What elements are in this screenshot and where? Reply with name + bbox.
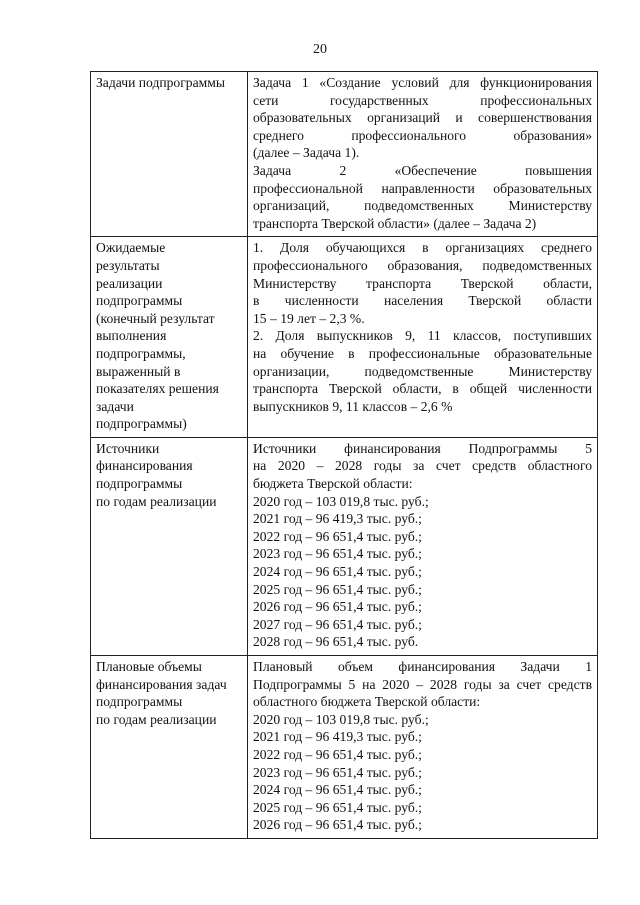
subprogram-passport-table [90, 71, 598, 839]
label-line: Задачи подпрограммы [96, 75, 225, 90]
content-line: транспорта Тверской области, в общей численности [253, 381, 592, 397]
content-line: бюджета Тверской области: [253, 476, 413, 492]
content-line: 2021 год – 96 419,3 тыс. руб.; [253, 729, 422, 745]
label-line: Источники [96, 440, 160, 456]
label-cell [91, 656, 248, 839]
content-line: 2022 год – 96 651,4 тыс. руб.; [253, 528, 422, 544]
content-line: 2020 год – 103 019,8 тыс. руб.; [253, 711, 429, 727]
row-planned-funding [91, 656, 598, 839]
content-line: 2. Доля выпускников 9, 11 классов, поступивших [253, 328, 592, 344]
content-line: 2024 год – 96 651,4 тыс. руб.; [253, 782, 422, 798]
content-line: транспорта Тверской области» (далее – Задача 2) [253, 215, 537, 231]
row-expected-results [91, 237, 598, 438]
content-line: 1. Доля обучающихся в организациях среднего [253, 240, 592, 256]
content-line: 2027 год – 96 651,4 тыс. руб.; [253, 616, 422, 632]
content-line: профессиональной направленности образовательных [253, 180, 592, 196]
table-body [91, 72, 598, 839]
content-line: Подпрограммы 5 на 2020 – 2028 годы за счет средств [253, 676, 592, 692]
content-line: 2024 год – 96 651,4 тыс. руб.; [253, 564, 422, 580]
content-line: на 2020 – 2028 годы за счет средств областного [253, 458, 592, 474]
content-line: Задача 2 «Обеспечение повышения [253, 162, 592, 178]
label-line: задачи [96, 398, 134, 414]
label-line: по годам реализации [96, 493, 217, 509]
page-number: 20 [313, 42, 327, 57]
label-line: подпрограммы, [96, 345, 186, 361]
label-line: финансирования задач [96, 676, 227, 692]
content-line: среднего профессионального образования» [253, 127, 592, 143]
content-cell [248, 237, 598, 438]
content-line: 2023 год – 96 651,4 тыс. руб.; [253, 764, 422, 780]
content-line: в численности населения Тверской области [253, 293, 592, 309]
content-line: 2028 год – 96 651,4 тыс. руб. [253, 634, 419, 650]
content-line: Министерству транспорта Тверской области, [253, 275, 592, 291]
label-cell [91, 237, 248, 438]
label-line: выраженный в [96, 363, 181, 379]
content-line: выпускников 9, 11 классов – 2,6 % [253, 398, 453, 414]
content-line: 2025 год – 96 651,4 тыс. руб.; [253, 581, 422, 597]
content-line: Плановый объем финансирования Задачи 1 [253, 659, 592, 674]
label-cell [91, 437, 248, 655]
content-line: 2022 год – 96 651,4 тыс. руб.; [253, 746, 422, 762]
content-line: организации, подведомственные Министерству [253, 363, 592, 379]
label-line: подпрограммы [96, 694, 183, 710]
content-line: образовательных организаций и совершенствования [253, 110, 592, 126]
label-line: выполнения [96, 328, 167, 344]
content-line: 2023 год – 96 651,4 тыс. руб.; [253, 546, 422, 562]
label-line: реализации [96, 275, 163, 291]
content-line: на обучение в профессиональные образовательные [253, 345, 592, 361]
label-line: финансирования [96, 458, 193, 474]
label-line: Ожидаемые [96, 240, 166, 256]
content-line: 2025 год – 96 651,4 тыс. руб.; [253, 799, 422, 815]
label-line: подпрограммы) [96, 416, 187, 432]
label-line: результаты [96, 257, 160, 273]
content-line: 15 – 19 лет – 2,3 %. [253, 310, 365, 326]
row-funding-sources [91, 437, 598, 655]
content-line: сети государственных профессиональных [253, 92, 592, 108]
label-line: показателях решения [96, 381, 219, 397]
content-cell [248, 72, 598, 237]
label-line: Плановые объемы [96, 659, 202, 674]
content-line: 2026 год – 96 651,4 тыс. руб.; [253, 599, 422, 615]
content-line: 2020 год – 103 019,8 тыс. руб.; [253, 493, 429, 509]
content-line: 2021 год – 96 419,3 тыс. руб.; [253, 511, 422, 527]
label-line: подпрограммы [96, 476, 183, 492]
content-cell [248, 437, 598, 655]
content-line: 2026 год – 96 651,4 тыс. руб.; [253, 817, 422, 833]
content-line: областного бюджета Тверской области: [253, 694, 481, 710]
row-tasks [91, 72, 598, 237]
label-line: по годам реализации [96, 711, 217, 727]
content-line: Источники финансирования Подпрограммы 5 [253, 440, 592, 456]
label-line: (конечный результат [96, 310, 215, 326]
content-cell [248, 656, 598, 839]
content-line: Задача 1 «Создание условий для функционирования [253, 75, 592, 90]
content-line: (далее – Задача 1). [253, 145, 360, 161]
content-line: организаций, подведомственных Министерству [253, 198, 592, 214]
label-line: подпрограммы [96, 293, 183, 309]
content-line: профессионального образования, подведомственных [253, 257, 592, 273]
label-cell [91, 72, 248, 237]
